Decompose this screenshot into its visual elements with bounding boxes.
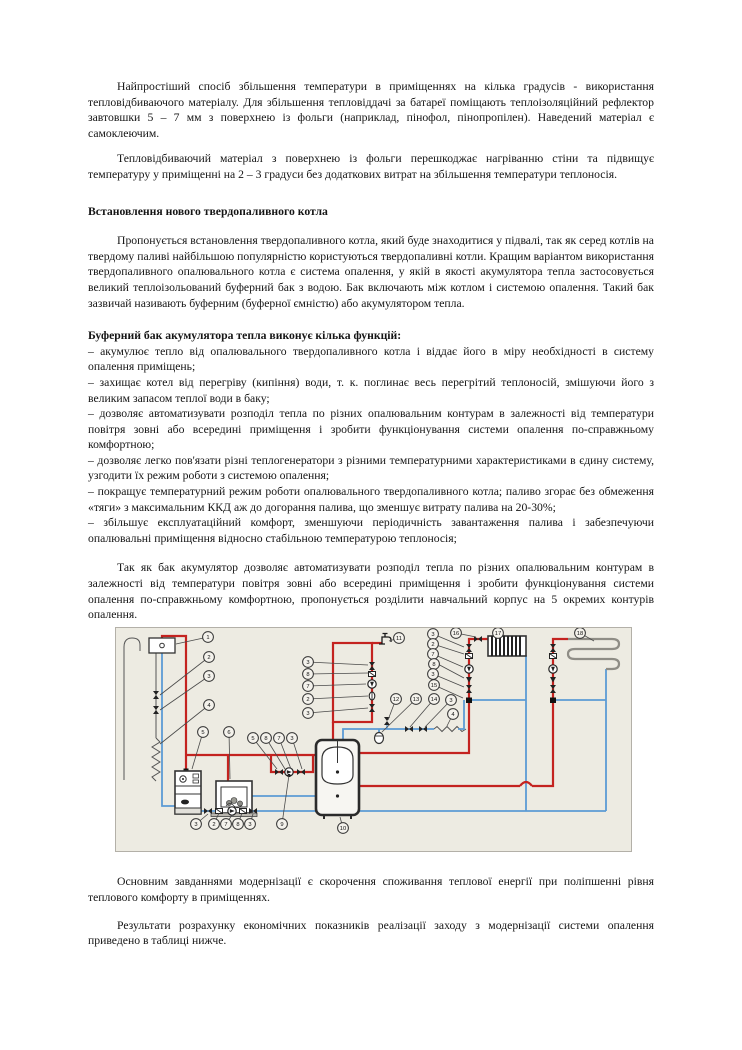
svg-text:5: 5 [201, 730, 205, 737]
return-line-fittings [204, 807, 257, 815]
callout-mid-3 [446, 694, 457, 705]
svg-text:18: 18 [576, 631, 584, 638]
callout-11 [394, 632, 405, 643]
svg-text:10: 10 [339, 826, 347, 833]
callout-rad-3b [428, 668, 439, 679]
callout-18 [575, 628, 586, 638]
mixing-tee-icon [550, 697, 556, 703]
callout-6 [224, 726, 235, 737]
svg-text:2: 2 [212, 822, 216, 829]
pump-icon [228, 807, 236, 815]
bullet-item: – покращує температурний режим роботи опалювального твердопаливного котла; паливо згорає без обмеження «тяги» з максимальним ККД аж до догорання палива, що зменшує витрату палива на 20-30%; [88, 485, 654, 514]
callout-1 [203, 631, 214, 642]
callout-bypass-7 [274, 732, 285, 743]
bullet-item: – акумулює тепло від опалювального твердопаливного котла і віддає його в міру необхідності в систему опалення приміщень; [88, 344, 654, 374]
filter-icon [240, 808, 247, 813]
svg-text:8: 8 [264, 736, 268, 743]
callout-4 [204, 699, 215, 710]
paragraph: Так як бак акумулятор дозволяє автоматизувати розподіл тепла по різних опалювальним контурам в залежності від температури повітря зовні або всередині приміщення і зробити функціонування системи опалення по-справжньому комфортною, пропонується розділити навчальний корпус на 5 окремих контурів опалення. [88, 561, 654, 622]
callout-16 [451, 628, 462, 638]
callout-17 [493, 628, 504, 638]
paragraph: Найпростіший спосіб збільшення температури в приміщеннях на кілька градусів - використання тепловідбиваючого матеріалу. Для збільшення тепловіддачі за батареї поміщають теплоізоляційний рефлектор завтовшки 5 – 7 мм з поверхнею із фольги (наприклад, пінофол, пінопропілен). Наведений матеріал є самоклеючим. [88, 80, 654, 140]
callout-rad-7 [428, 648, 439, 659]
callout-5 [198, 726, 209, 737]
svg-text:2: 2 [431, 642, 435, 649]
callout-loop-3b [303, 707, 314, 718]
bullet-list [88, 344, 654, 547]
svg-text:2: 2 [207, 655, 211, 662]
svg-text:7: 7 [306, 684, 310, 691]
svg-text:5: 5 [251, 736, 255, 743]
callout-loop-3 [303, 656, 314, 667]
section-heading: Встановлення нового твердопаливного котла [88, 204, 328, 218]
callout-loop-8 [303, 668, 314, 679]
bullet-item: – дозволяє легко пов'язати різні теплогенератори з різними температурними характеристиками в єдину систему, узгодити їх режим роботи з системою опалення; [88, 453, 654, 483]
svg-text:15: 15 [430, 683, 438, 690]
paragraph: Пропонується встановлення твердопаливного котла, який буде знаходитися у підвалі, так як серед котлів на твердому паливі найбільшою популярністю користуються твердопаливні котли. Кращим варіантом використання твердопаливного опалювального котла є система опалення, у якій в якості акумулятора тепла застосовується великий теплоізольований буферний бак з водою. Бак включають між котлом і системою опалення. Такий бак зазвичай називають буферним (буферної ємністю) або акумулятором тепла. [88, 234, 654, 310]
paragraph: Основним завданнями модернізації є скорочення споживання теплової енергії при поліпшенні рівня теплового комфорту в приміщеннях. [88, 875, 654, 904]
callout-bypass-5 [248, 732, 259, 743]
paragraph: Результати розрахунку економічних показників реалізації заходу з модернізації системи опалення приведено в таблиці нижче. [88, 918, 654, 948]
callout-12 [391, 693, 402, 704]
callout-bottom-7 [221, 818, 232, 829]
filter-icon [550, 653, 557, 658]
callout-14 [429, 693, 440, 704]
svg-text:3: 3 [194, 822, 198, 829]
svg-text:8: 8 [236, 822, 240, 829]
pump-icon [465, 665, 473, 673]
paragraph: Тепловідбиваючий матеріал з поверхнею із фольги перешкоджає нагріванню стіни та підвищує температуру у приміщенні на 2 – 3 градуси без додаткових витрат на збільшення температури теплоносія. [88, 152, 654, 181]
pump-icon [368, 680, 376, 688]
svg-text:8: 8 [306, 672, 310, 679]
svg-text:3: 3 [207, 674, 211, 681]
bullet-item: – збільшує експлуатаційний комфорт, зменшуючи періодичність завантаження палива і забезпечуючи опалювальні приміщення відносно стабільною температурою теплоносія; [88, 516, 654, 545]
svg-text:3: 3 [306, 711, 310, 718]
filter-icon [216, 808, 223, 813]
callout-bypass-3 [287, 732, 298, 743]
subsection-heading: Буферний бак акумулятора тепла виконує кілька функцій: [88, 329, 402, 343]
callout-rad-8 [429, 658, 440, 669]
heating-scheme-figure [115, 627, 632, 853]
callout-loop-2 [303, 693, 314, 704]
callout-bottom-3 [191, 818, 202, 829]
pump-icon [549, 665, 557, 673]
svg-text:7: 7 [224, 822, 228, 829]
callout-2 [204, 651, 215, 662]
svg-text:3: 3 [431, 672, 435, 679]
svg-text:6: 6 [227, 730, 231, 737]
svg-text:9: 9 [280, 822, 284, 829]
svg-text:4: 4 [207, 703, 211, 710]
svg-text:4: 4 [451, 712, 455, 719]
bullet-item: – дозволяє автоматизувати розподіл тепла по різних опалювальним контурам в залежності від температури повітря зовні або всередині приміщення і зробити функціонування системи опалення по-справжньому комфортною; [88, 407, 654, 452]
callout-rad-3 [428, 628, 439, 639]
expansion-tank [149, 638, 175, 653]
bullet-item: – захищає котел від перегріву (кипіння) води, т. к. поглинає весь перегрітий теплоносій, змішуючи його з великим запасом теплої води в баку; [88, 375, 654, 405]
svg-text:3: 3 [290, 736, 294, 743]
svg-text:3: 3 [431, 632, 435, 639]
svg-text:7: 7 [431, 652, 435, 659]
svg-text:3: 3 [248, 822, 252, 829]
svg-text:13: 13 [412, 697, 420, 704]
svg-text:16: 16 [452, 631, 460, 638]
svg-text:12: 12 [392, 697, 400, 704]
callout-bottom-3b [245, 818, 256, 829]
callout-9 [277, 818, 288, 829]
callout-rad-2 [428, 638, 439, 649]
callout-loop-7 [303, 680, 314, 691]
expansion-vessel-icon [375, 732, 384, 743]
svg-text:11: 11 [395, 636, 403, 643]
buffer-tank [316, 740, 359, 819]
heating-system-diagram [116, 628, 631, 843]
callout-15 [429, 679, 440, 690]
svg-text:1: 1 [206, 635, 210, 642]
callout-bottom-2 [209, 818, 220, 829]
filter-icon [369, 671, 376, 676]
callout-3 [204, 670, 215, 681]
svg-text:14: 14 [430, 697, 438, 704]
svg-text:7: 7 [277, 736, 281, 743]
svg-text:3: 3 [306, 660, 310, 667]
solid-fuel-boiler [175, 768, 201, 814]
mixing-tee-icon [466, 697, 472, 703]
svg-text:8: 8 [432, 662, 436, 669]
callout-13 [411, 693, 422, 704]
svg-text:2: 2 [306, 697, 310, 704]
svg-text:17: 17 [494, 631, 502, 638]
callout-bottom-8 [233, 818, 244, 829]
callout-10 [338, 822, 349, 833]
callout-bypass-8 [261, 732, 272, 743]
radiator [488, 636, 526, 656]
svg-text:3: 3 [449, 698, 453, 705]
check-valve-icon [369, 692, 375, 700]
callout-mid-4 [448, 708, 459, 719]
filter-icon [466, 653, 473, 658]
